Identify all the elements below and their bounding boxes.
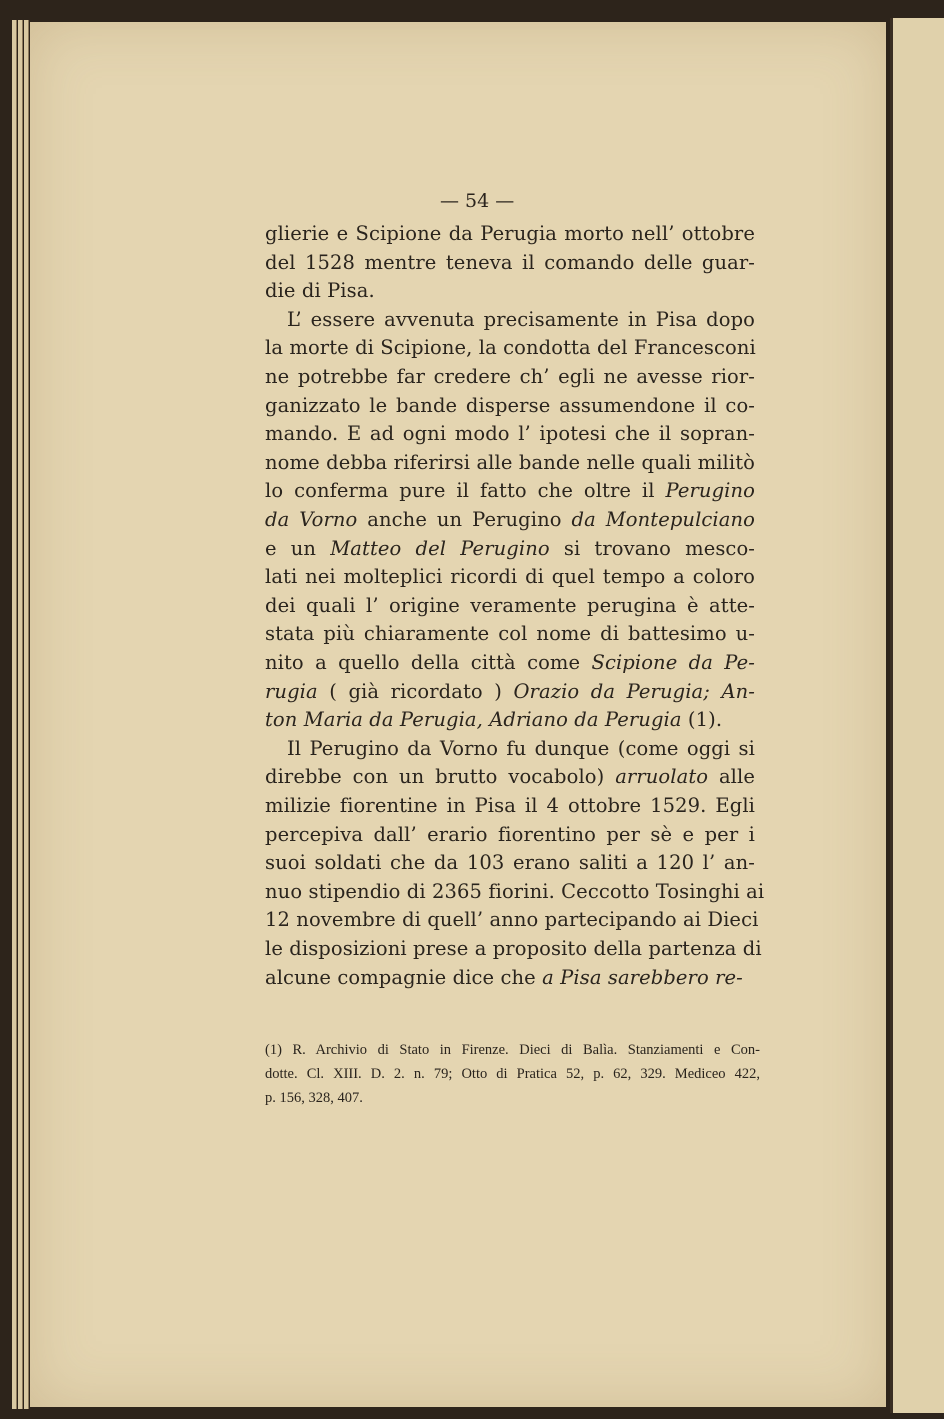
text-segment: lati nei molteplici ricordi di quel tempo a coloro: [265, 565, 755, 589]
text-segment: nito a quello della città come: [265, 651, 592, 674]
text-segment: stata più chiaramente col nome di battesimo u-: [265, 622, 755, 646]
text-segment: milizie fiorentine in Pisa il 4 ottobre 1529. Egli: [265, 794, 755, 817]
text-segment: e un: [265, 536, 331, 560]
page-edge: [18, 20, 23, 1409]
text-line: [287, 308, 755, 332]
italic-text: arruolato: [615, 765, 709, 789]
footnote-line: dotte. Cl. XIII. D. 2. n. 79; Otto di Pratica 52, p. 62, 329. Mediceo 422,: [265, 1066, 760, 1082]
text-segment: suoi soldati che da 103 erano saliti a 120 l’ an-: [265, 851, 755, 875]
text-line: [265, 565, 755, 589]
text-segment: ( già ricordato ): [317, 679, 514, 703]
page-edge: [12, 20, 17, 1409]
text-segment: direbbe con un brutto vocabolo): [265, 765, 616, 789]
text-line: [287, 737, 755, 761]
text-line: [265, 594, 755, 618]
text-line: [265, 336, 755, 360]
text-line: [265, 851, 755, 875]
text-line: [265, 765, 755, 789]
text-line: [265, 222, 755, 246]
text-line: [265, 879, 765, 904]
italic-text: Orazio da Perugia; An-: [513, 679, 755, 703]
text-line: [265, 365, 755, 389]
italic-text: da Montepulciano: [571, 508, 755, 531]
italic-text: Perugino: [665, 479, 755, 503]
text-segment: nuo stipendio di 2365 fiorini. Ceccotto Tosinghi ai: [265, 879, 765, 903]
footnote-line: p. 156, 328, 407.: [265, 1090, 363, 1106]
text-segment: alcune compagnie dice che: [265, 965, 543, 989]
italic-text: a Pisa sarebbero re-: [542, 965, 743, 989]
text-line: [265, 908, 759, 932]
text-line: [265, 508, 755, 532]
italic-text: ton Maria da Perugia, Adriano da Perugia: [265, 708, 682, 732]
page-number: — 54 —: [440, 190, 515, 212]
text-segment: anche un Perugino: [357, 508, 572, 531]
text-line: [265, 279, 755, 303]
text-line: [265, 479, 755, 503]
text-segment: del 1528 mentre teneva il comando delle guar-: [265, 250, 755, 274]
text-segment: L’ essere avvenuta precisamente in Pisa dopo: [287, 307, 755, 331]
italic-text: Matteo del Perugino: [330, 536, 550, 560]
text-line: [265, 680, 755, 704]
text-segment: ne potrebbe far credere ch’ egli ne avesse rior-: [265, 365, 755, 388]
text-line: [265, 651, 755, 675]
italic-text: Scipione da Pe-: [591, 651, 755, 674]
text-line: [265, 708, 755, 732]
text-line: [265, 537, 755, 561]
text-segment: le disposizioni prese a proposito della partenza di: [265, 937, 762, 960]
italic-text: rugia: [265, 679, 318, 703]
page-edge: [24, 20, 29, 1409]
text-line: [265, 937, 762, 961]
text-line: [265, 251, 755, 275]
text-line: [265, 394, 755, 418]
text-line: [265, 823, 755, 847]
text-line: [265, 794, 755, 818]
text-segment: nome debba riferirsi alle bande nelle quali militò: [265, 450, 755, 474]
text-segment: ganizzato le bande disperse assumendone il co-: [265, 393, 755, 417]
next-page-edge: [890, 18, 944, 1413]
text-segment: Il Perugino da Vorno fu dunque (come oggi si: [287, 736, 755, 760]
text-segment: glierie e Scipione da Perugia morto nell’ ottobre: [265, 222, 755, 245]
text-segment: alle: [708, 765, 755, 789]
text-line: [265, 966, 755, 990]
text-segment: die di Pisa.: [265, 279, 375, 303]
text-line: [265, 422, 755, 446]
text-segment: la morte di Scipione, la condotta del Francesconi: [265, 336, 756, 360]
text-line: [265, 622, 755, 646]
text-segment: lo conferma pure il fatto che oltre il: [265, 479, 666, 503]
text-segment: dei quali l’ origine veramente perugina è atte-: [265, 593, 755, 617]
text-segment: si trovano mesco-: [549, 536, 755, 560]
footnote-line: (1) R. Archivio di Stato in Firenze. Dieci di Balìa. Stanziamenti e Con-: [265, 1042, 760, 1058]
text-segment: mando. E ad ogni modo l’ ipotesi che il sopran-: [265, 422, 755, 446]
text-line: [265, 451, 755, 475]
text-segment: (1).: [681, 708, 723, 732]
italic-text: da Vorno: [265, 508, 358, 531]
text-segment: percepiva dall’ erario fiorentino per sè e per i: [265, 822, 755, 846]
text-segment: 12 novembre di quell’ anno partecipando ai Dieci: [265, 908, 759, 932]
